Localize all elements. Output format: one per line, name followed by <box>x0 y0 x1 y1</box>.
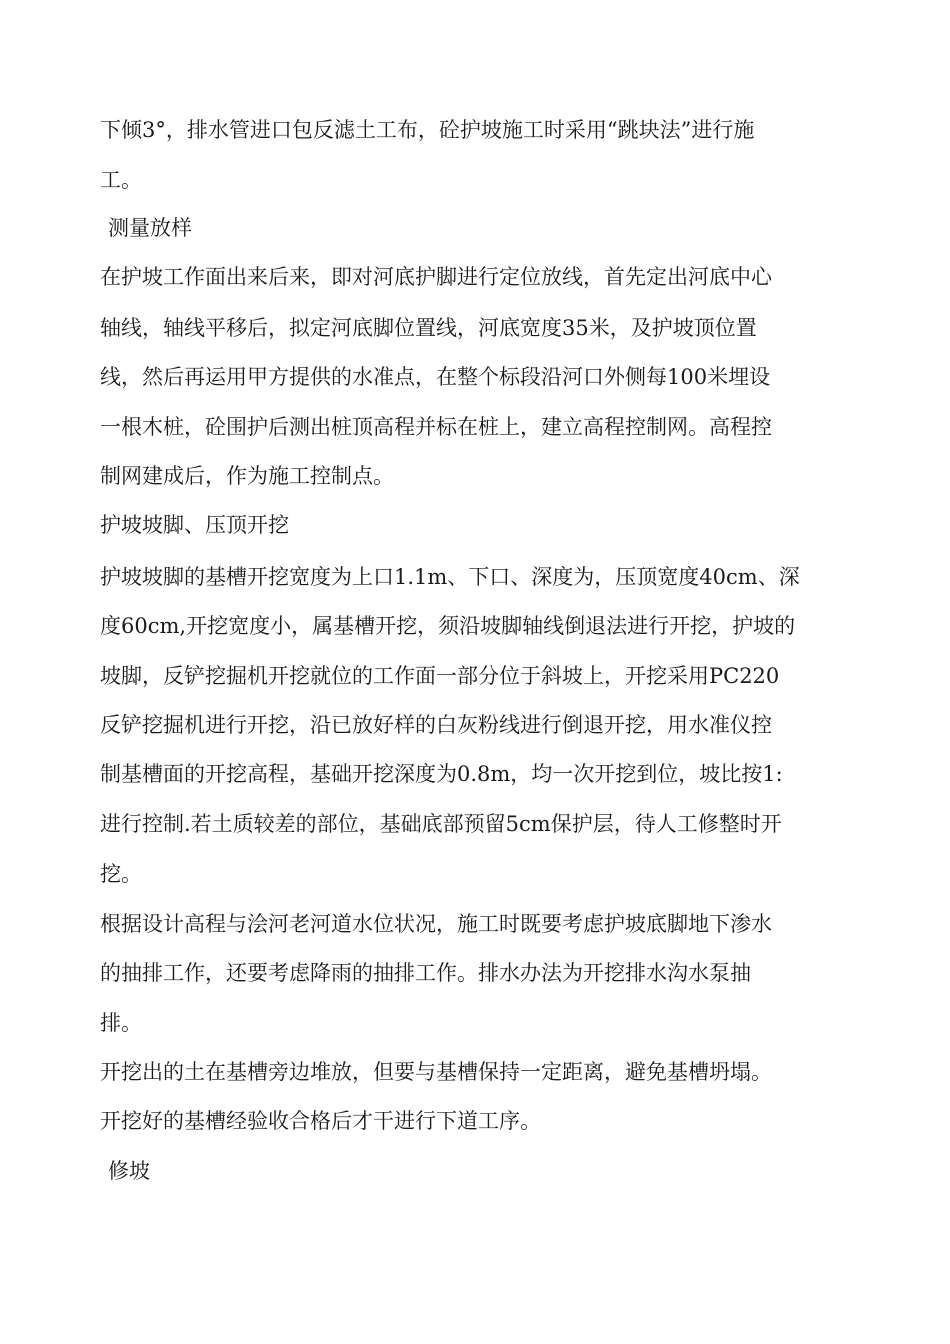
text-line: 挖。 <box>100 862 142 886</box>
text-line: 在护坡工作面出来后来，即对河底护脚进行定位放线，首先定出河底中心 <box>100 265 772 289</box>
text-line: 反铲挖掘机进行开挖，沿已放好样的白灰粉线进行倒退开挖，用水准仪控 <box>100 713 772 737</box>
text-line: 制网建成后，作为施工控制点。 <box>100 464 394 488</box>
text-line: 进行控制.若土质较差的部位，基础底部预留5cm保护层，待人工修整时开 <box>100 812 782 836</box>
text-line: 制基槽面的开挖高程，基础开挖深度为0.8m，均一次开挖到位，坡比按1: <box>100 762 783 786</box>
text-line: 轴线，轴线平移后，拟定河底脚位置线，河底宽度35米，及护坡顶位置 <box>100 316 757 340</box>
section-heading: 护坡坡脚、压顶开挖 <box>100 513 289 537</box>
text-line: 根据设计高程与浍河老河道水位状况，施工时既要考虑护坡底脚地下渗水 <box>100 912 772 936</box>
section-heading: 测量放样 <box>108 216 192 240</box>
text-line: 一根木桩，砼围护后测出桩顶高程并标在桩上，建立高程控制网。高程控 <box>100 415 772 439</box>
text-line: 开挖好的基槽经验收合格后才干进行下道工序。 <box>100 1109 541 1133</box>
text-line: 度60cm,开挖宽度小，属基槽开挖，须沿坡脚轴线倒退法进行开挖，护坡的 <box>100 614 796 638</box>
text-line: 的抽排工作，还要考虑降雨的抽排工作。排水办法为开挖排水沟水泵抽 <box>100 961 751 985</box>
text-line: 开挖出的土在基槽旁边堆放，但要与基槽保持一定距离，避免基槽坍塌。 <box>100 1060 772 1084</box>
text-line: 护坡坡脚的基槽开挖宽度为上口1.1m、下口、深度为，压顶宽度40cm、深 <box>100 565 800 589</box>
text-line: 排。 <box>100 1011 142 1035</box>
text-line: 工。 <box>100 168 142 192</box>
text-line: 线，然后再运用甲方提供的水准点，在整个标段沿河口外侧每100米埋设 <box>100 365 771 389</box>
text-line: 坡脚，反铲挖掘机开挖就位的工作面一部分位于斜坡上，开挖采用PC220 <box>100 664 780 688</box>
text-line: 下倾3°，排水管进口包反滤土工布，砼护坡施工时采用“跳块法”进行施 <box>100 118 755 142</box>
section-heading: 修坡 <box>108 1159 150 1183</box>
